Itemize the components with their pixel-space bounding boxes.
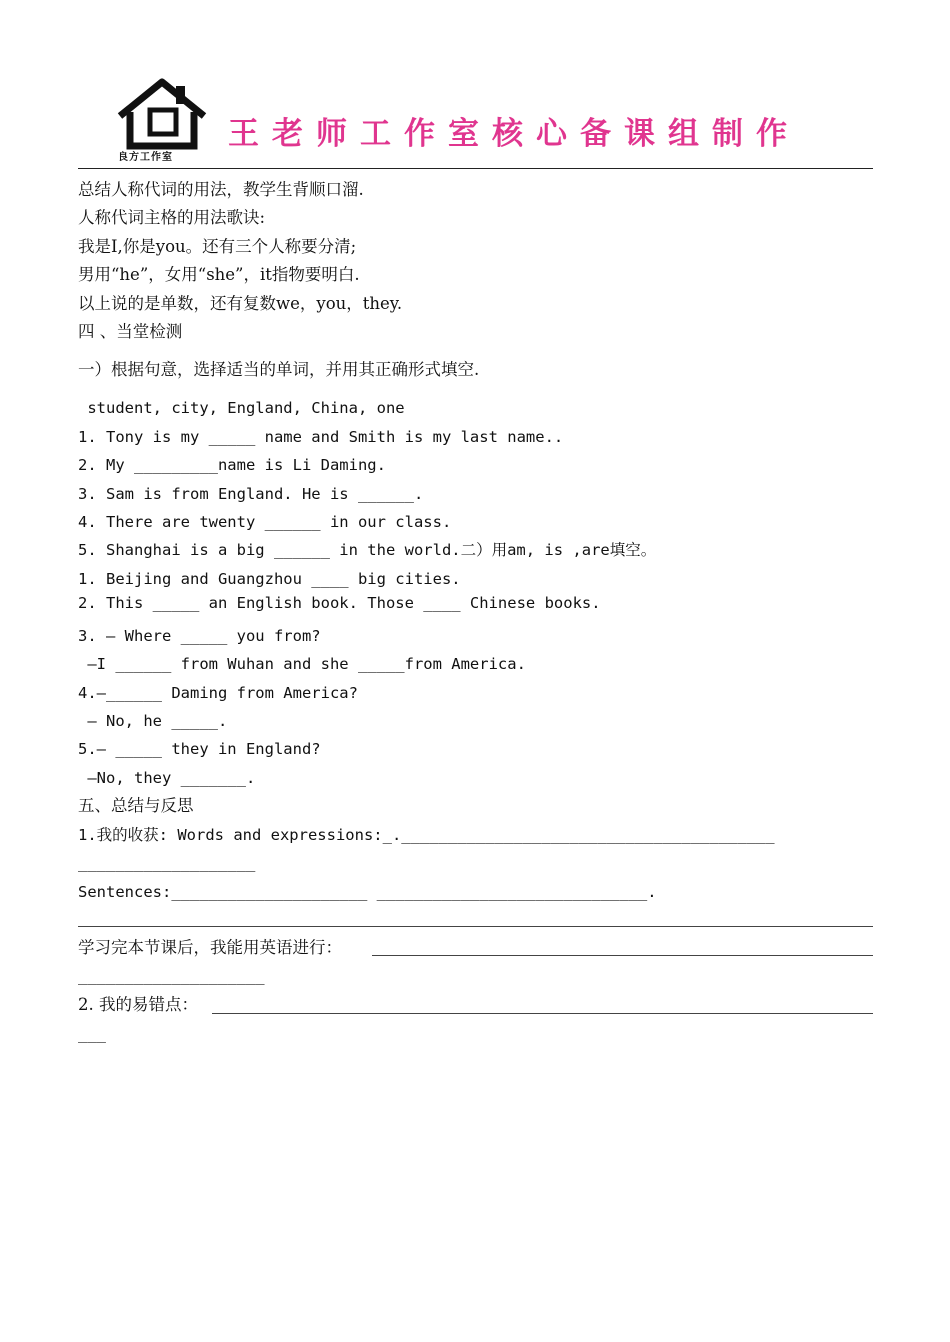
text-line: 人称代词主格的用法歌诀:	[78, 208, 266, 227]
exercise-line: 5. Shanghai is a big ______ in the world.二）用am, is ,are填空。	[78, 541, 657, 559]
reflection-line: ____________________	[78, 967, 265, 985]
text-line: 以上说的是单数，还有复数we，you，they.	[78, 294, 403, 313]
exercise-line: 1. Beijing and Guangzhou ____ big cities.	[78, 570, 461, 588]
banner-title: 王老师工作室核心备课组制作	[228, 116, 800, 152]
reflection-line: Sentences:_____________________ _____________________________.	[78, 883, 657, 901]
exercise-line: 3. Sam is from England. He is ______.	[78, 485, 424, 503]
exercise-line: —I ______ from Wuhan and she _____from America.	[78, 655, 526, 673]
answer-line	[372, 955, 873, 956]
exercise-line: 1. Tony is my _____ name and Smith is my last name..	[78, 428, 564, 446]
exercise-line: 4. There are twenty ______ in our class.	[78, 513, 452, 531]
section-heading: 四 、当堂检测	[78, 322, 183, 341]
text-line: 男用“he”，女用“she”，it指物要明白.	[78, 265, 360, 284]
instruction-line: 一）根据句意，选择适当的单词，并用其正确形式填空.	[78, 360, 480, 379]
text-line: 总结人称代词的用法，教学生背顺口溜.	[78, 180, 364, 199]
exercise-line: 2. My _________name is Li Daming.	[78, 456, 386, 474]
exercise-line: 3. — Where _____ you from?	[78, 627, 321, 645]
exercise-line: — No, he _____.	[78, 712, 228, 730]
reflection-line: 2. 我的易错点：	[78, 995, 198, 1014]
exercise-line: 2. This _____ an English book. Those ____ Chinese books.	[78, 594, 601, 612]
logo-text: 良方工作室	[118, 152, 173, 163]
exercise-line: —No, they _______.	[78, 769, 256, 787]
answer-line	[78, 926, 873, 927]
reflection-line: ___	[78, 1025, 106, 1043]
exercise-line: 5.— _____ they in England?	[78, 740, 321, 758]
section-heading: 五、总结与反思	[78, 796, 194, 815]
reflection-line: 学习完本节课后，我能用英语进行：	[78, 938, 342, 957]
text-line: 我是I,你是you。还有三个人称要分清;	[78, 237, 357, 256]
exercise-line: 4.—______ Daming from America?	[78, 684, 358, 702]
reflection-line: 1.我的收获: Words and expressions:_.________________________________________	[78, 826, 775, 844]
header	[78, 72, 873, 168]
word-bank: student, city, England, China, one	[78, 399, 405, 417]
reflection-line: ___________________	[78, 854, 256, 872]
header-divider	[78, 168, 873, 169]
answer-line	[212, 1013, 873, 1014]
